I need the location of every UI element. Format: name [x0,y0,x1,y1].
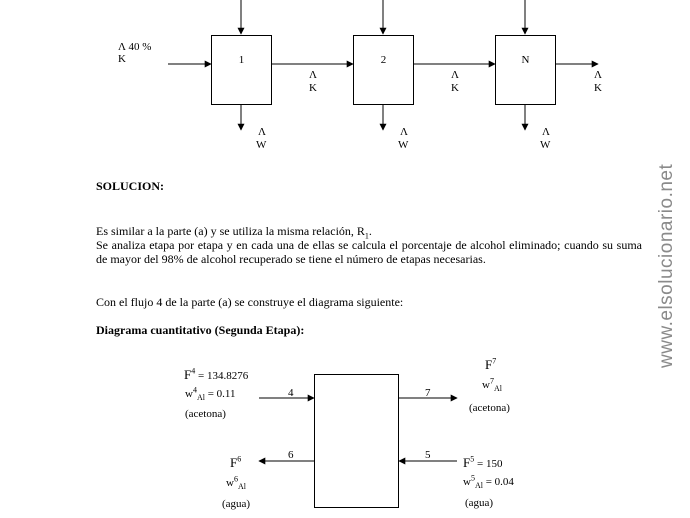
bottom-3-l2: W [540,139,551,151]
stream4-number: 4 [288,387,294,399]
feed-label-line1: Λ 40 % [118,41,152,53]
bottom-2-l2: W [398,139,409,151]
stream6-w: $w^6_{Al}$ [226,474,246,492]
out-label-l2: K [594,82,602,94]
paragraph-1 [96,224,642,241]
stream5-w: $w^5_{Al} = 0.04$ [463,473,514,491]
stream7-number: 7 [425,387,431,399]
stream5-note: (agua) [465,497,494,509]
solution-heading: SOLUCION: [96,179,165,193]
between-1-l2: K [309,82,317,94]
paragraph-2: Se analiza etapa por etapa y en cada una de ellas se calcula el porcentaje de alcohol eliminado; cuando su suma de mayor del 98% de alcohol recuperado se tiene el número de etapas necesarias. [96,238,642,266]
stage-1-label: 1 [238,54,245,66]
stream4-F: $F^4 = 134.8276$ [184,366,249,382]
stream7-note: (acetona) [469,402,510,414]
paragraph-1-prefix: Es similar a la parte (a) y se utiliza la misma relación, R [96,224,365,238]
stage-N-box [495,35,556,105]
bottom-2-l1: Λ [400,126,408,138]
stream5-F: $F^5 = 150$ [463,454,503,470]
stream4-note: (acetona) [185,408,226,420]
stream7-w: $w^7_{Al}$ [482,376,502,394]
paragraph-1-sub: 1 [364,231,369,241]
stage-2-label: 2 [380,54,387,66]
stream4-w: $w^4_{Al} = 0.11$ [185,385,236,403]
between-1-l1: Λ [309,69,317,81]
between-2-l1: Λ [451,69,459,81]
stream6-note: (agua) [222,498,251,510]
paragraph-3: Con el flujo 4 de la parte (a) se construye el diagrama siguiente: [96,295,404,309]
bottom-3-l1: Λ [542,126,550,138]
stream7-F: $F^7$ [485,356,497,372]
stream6-number: 6 [288,449,294,461]
bottom-1-l1: Λ [258,126,266,138]
feed-label-line2: K [118,53,126,65]
stage-2-box [353,35,414,105]
diagram-heading: Diagrama cuantitativo (Segunda Etapa): [96,323,305,337]
bottom-1-l2: W [256,139,267,151]
out-label-l1: Λ [594,69,602,81]
second-stage-box [314,374,399,508]
between-2-l2: K [451,82,459,94]
stage-1-box [211,35,272,105]
watermark: www.elsolucionario.net [656,163,677,368]
stage-N-label: N [521,54,530,66]
paragraph-1-suffix: . [368,224,372,238]
stream6-F: $F^6$ [230,454,242,470]
stream5-number: 5 [425,449,431,461]
